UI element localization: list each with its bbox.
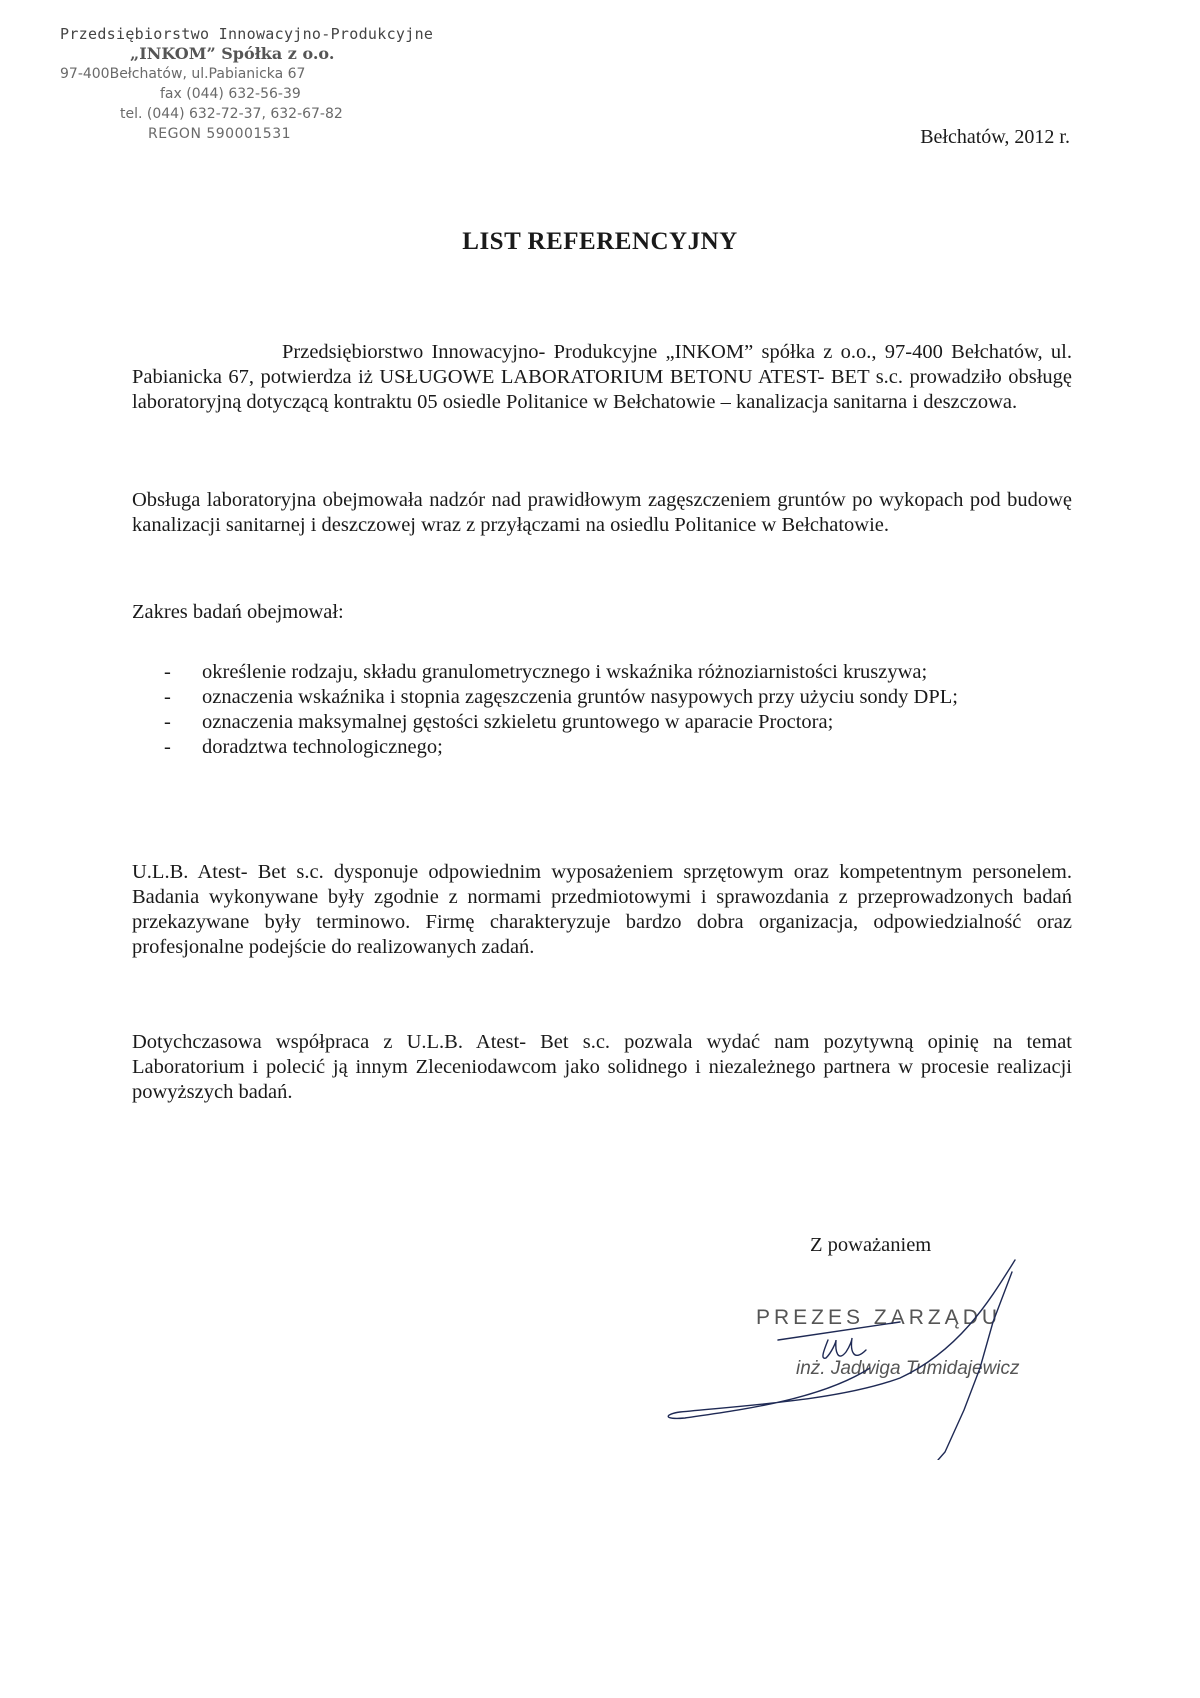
letter-date: Bełchatów, 2012 r. — [920, 126, 1070, 148]
paragraph-recommendation: Dotychczasowa współpraca z U.L.B. Atest- Bet s.c. pozwala wydać nam pozytywną opinię na temat Laboratorium i polecić ją innym Zleceniodawcom jako solidnego i niezależnego partnera w procesie realizacji powyższych badań. — [132, 1031, 1072, 1103]
stamp-company-name: Przedsiębiorstwo Innowacyjno-Produkcyjne — [60, 25, 434, 43]
list-item — [160, 735, 1072, 760]
list-item-text: oznaczenia wskaźnika i stopnia zagęszczenia gruntów nasypowych przy użyciu sondy DPL; — [202, 686, 958, 708]
paragraph-capabilities: U.L.B. Atest- Bet s.c. dysponuje odpowiednim wyposażeniem sprzętowym oraz kompetentnym personelem. Badania wykonywane były zgodnie z normami przedmiotowymi i sprawozdania z przeprowadzonych badań przekazywane były terminowo. Firmę charakteryzuje bardzo dobra organizacja, odpowiedzialność oraz profesjonalne podejście do realizowanych zadań. — [132, 861, 1072, 958]
list-item — [160, 710, 1072, 735]
list-dash: - — [164, 661, 171, 683]
stamp-company-brand: „INKOM” Spółka z o.o. — [130, 44, 335, 63]
paragraph-intro: Przedsiębiorstwo Innowacyjno- Produkcyjne „INKOM” spółka z o.o., 97-400 Bełchatów, ul. Pabianicka 67, potwierdza iż USŁUGOWE LABORATORIUM BETONU ATEST- BET s.c. prowadziło obsługę laboratoryjną dotyczącą kontraktu 05 osiedle Politanice w Bełchatowie – kanalizacja sanitarna i deszczowa. — [132, 341, 1072, 413]
list-item-text: doradztwa technologicznego; — [202, 736, 443, 758]
stamp-fax: fax (044) 632-56-39 — [160, 86, 301, 102]
list-item-text: określenie rodzaju, składu granulometrycznego i wskaźnika różnoziarnistości kruszywa; — [202, 661, 928, 683]
stamp-address: 97-400Bełchatów, ul.Pabianicka 67 — [60, 66, 306, 82]
list-dash: - — [164, 711, 171, 733]
list-dash: - — [164, 686, 171, 708]
research-scope-list — [160, 660, 1072, 760]
stamp-phone: tel. (044) 632-72-37, 632-67-82 — [120, 106, 343, 122]
handwritten-signature — [660, 1000, 1080, 1460]
list-item — [160, 660, 1072, 685]
paragraph-range-heading: Zakres badań obejmował: — [132, 601, 344, 623]
signature-name: inż. Jadwiga Tumidajewicz — [796, 1358, 1020, 1379]
signature-block — [660, 1000, 1080, 1460]
company-stamp — [60, 24, 434, 144]
list-dash: - — [164, 736, 171, 758]
stamp-regon: REGON 590001531 — [148, 126, 292, 142]
signature-role: PREZES ZARZĄDU — [756, 1306, 1002, 1329]
paragraph-scope: Obsługa laboratoryjna obejmowała nadzór nad prawidłowym zagęszczeniem gruntów po wykopach pod budowę kanalizacji sanitarnej i deszczowej wraz z przyłączami na osiedlu Politanice w Bełchatowie. — [132, 489, 1072, 536]
list-item — [160, 685, 1072, 710]
list-item-text: oznaczenia maksymalnej gęstości szkieletu gruntowego w aparacie Proctora; — [202, 711, 834, 733]
letter-title: LIST REFERENCYJNY — [462, 228, 738, 255]
closing-salutation: Z poważaniem — [810, 1234, 932, 1256]
